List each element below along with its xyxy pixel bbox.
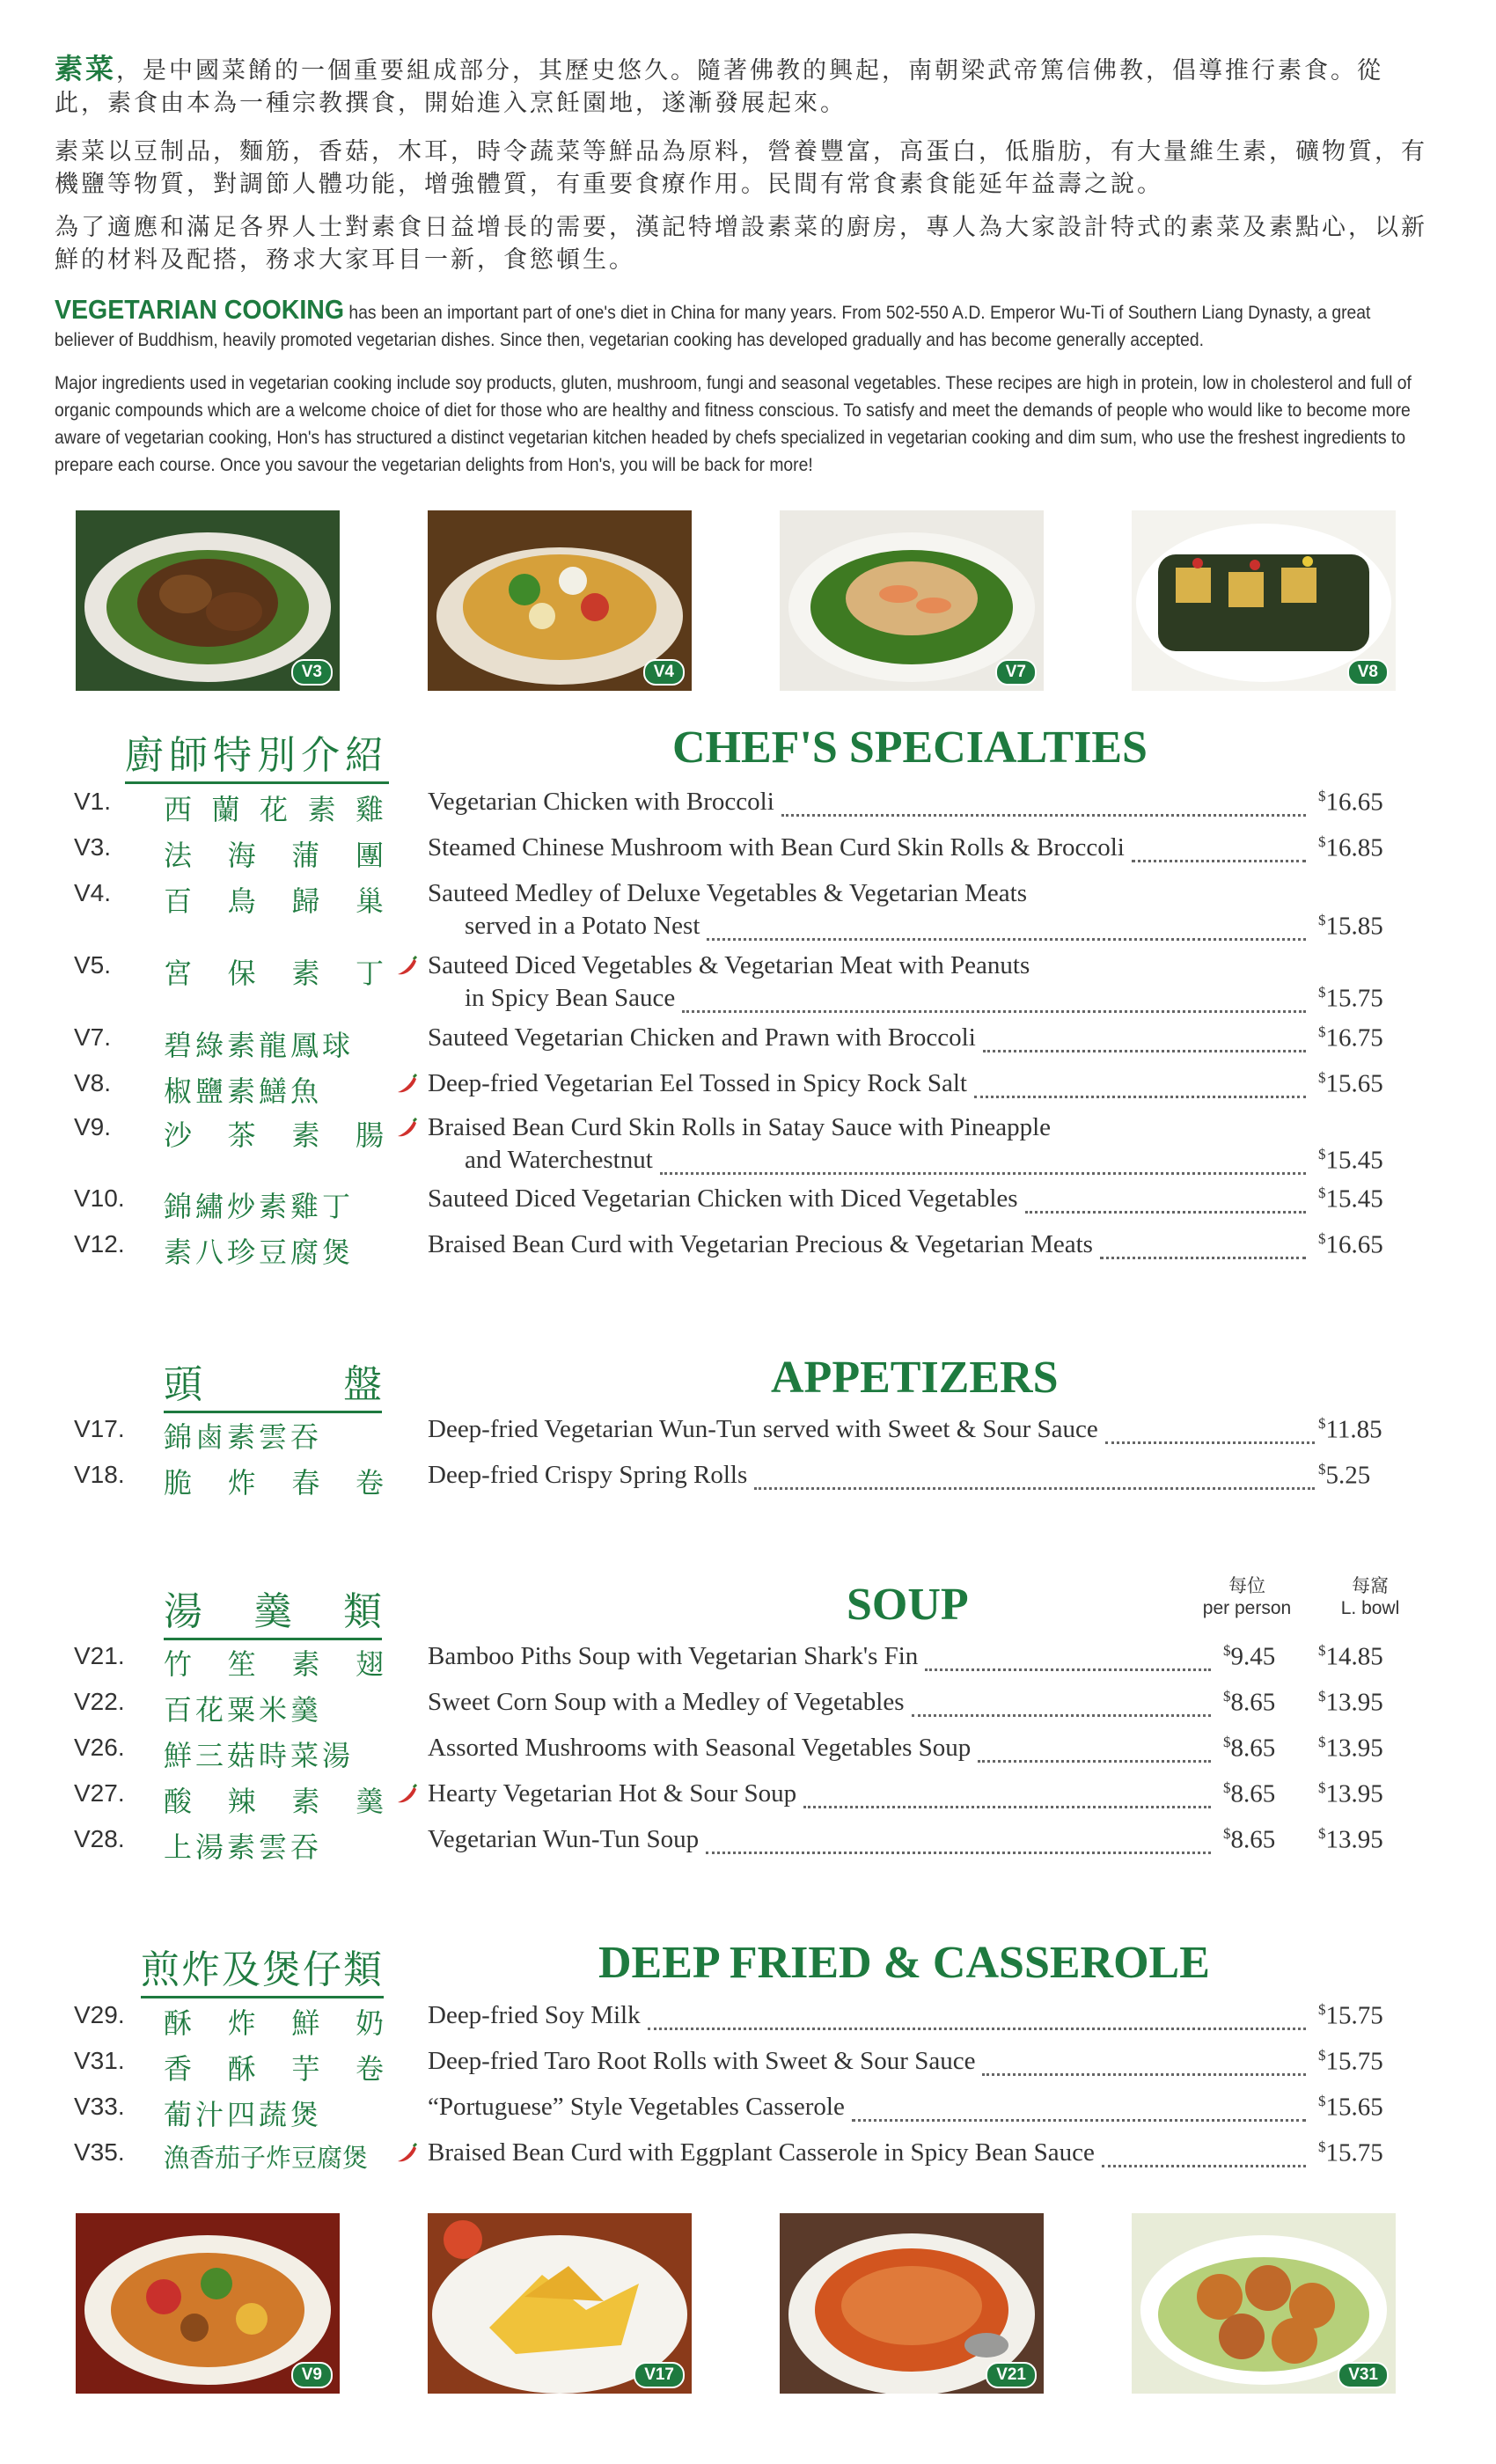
item-name-zh <box>164 788 384 828</box>
item-name-zh-char: 炸 <box>227 2006 256 2040</box>
currency-symbol: $ <box>1318 1825 1326 1842</box>
photo-tag: V31 <box>1338 2362 1389 2388</box>
leader-dots <box>682 1010 1306 1013</box>
item-name-zh-char: 西 <box>164 793 193 826</box>
menu-item-v21 <box>0 1642 1496 1686</box>
item-price-value: 8.65 <box>1230 1688 1276 1717</box>
section-chef-zh: 廚師特別介紹 <box>125 723 389 784</box>
currency-symbol: $ <box>1318 1461 1326 1478</box>
soup-col-per-person-zh: 每位 <box>1228 1576 1265 1596</box>
section-app-zh <box>164 1353 382 1413</box>
item-code: V7. <box>74 1023 112 1051</box>
item-code: V12. <box>74 1230 125 1258</box>
item-name-en-line-2: and Waterchestnut <box>465 1146 653 1174</box>
item-code: V1. <box>74 788 112 815</box>
item-price-value: 16.85 <box>1325 833 1383 862</box>
item-name-zh-char: 沙 <box>164 1118 193 1152</box>
dish-photo-v9 <box>76 2213 340 2394</box>
photo-row-top <box>0 510 1496 691</box>
item-name-en: Bamboo Piths Soup with Vegetarian Shark's Fin <box>428 1642 919 1670</box>
item-name-zh-char: 竹 <box>164 1647 193 1681</box>
intro-zh-paragraph-3: 為了適應和滿足各界人士對素食日益增長的需要，漢記特增設素菜的廚房，專人為大家設計特式的素菜及素點心，以新鮮的材料及配搭，務求大家耳目一新，食慾頓生。 <box>55 214 1427 274</box>
soup-col-bowl-en: L. bowl <box>1340 1598 1400 1618</box>
item-name-zh-char: 歸 <box>291 884 320 918</box>
item-name-en: Sweet Corn Soup with a Medley of Vegetables <box>428 1688 905 1716</box>
item-price-bowl <box>1318 1642 1383 1672</box>
item-price-bowl <box>1318 1734 1383 1764</box>
currency-symbol: $ <box>1223 1825 1231 1842</box>
item-name-zh: 錦繡炒素雞丁 <box>164 1190 355 1223</box>
item-name-zh <box>164 1113 384 1154</box>
item-name-zh-char: 酥 <box>227 2052 256 2086</box>
item-name-zh-char: 鮮 <box>291 2006 320 2040</box>
photo-tag: V9 <box>291 2362 333 2388</box>
item-price <box>1318 788 1383 818</box>
currency-symbol: $ <box>1318 1230 1326 1247</box>
item-name-zh-char: 素 <box>291 957 320 990</box>
item-name-en: Hearty Vegetarian Hot & Sour Soup <box>428 1779 797 1808</box>
item-name-zh-char: 春 <box>291 1466 320 1500</box>
photo-row-bottom <box>0 2213 1496 2394</box>
dish-photo-v31 <box>1132 2213 1396 2394</box>
photo-tag: V4 <box>643 659 685 686</box>
item-code: V26. <box>74 1734 125 1761</box>
currency-symbol: $ <box>1318 1734 1326 1750</box>
currency-symbol: $ <box>1318 1415 1326 1432</box>
item-name-zh-char: 保 <box>227 957 256 990</box>
currency-symbol: $ <box>1223 1642 1231 1659</box>
item-name-zh-char: 宮 <box>164 957 193 990</box>
dish-photo-v3 <box>76 510 340 691</box>
leader-dots <box>983 1050 1306 1052</box>
item-name-en: Deep-fried Crispy Spring Rolls <box>428 1461 748 1489</box>
item-price <box>1318 1146 1383 1176</box>
item-price <box>1223 1779 1275 1809</box>
currency-symbol: $ <box>1223 1779 1231 1796</box>
item-name-en-line-2: in Spicy Bean Sauce <box>465 984 676 1012</box>
soup-col-bowl-zh: 每窩 <box>1352 1576 1389 1596</box>
item-name-zh-char: 翅 <box>355 1647 384 1681</box>
leader-dots <box>1100 1257 1306 1259</box>
chili-pepper-icon <box>394 2142 419 2171</box>
leader-dots <box>1025 1211 1306 1214</box>
intro-en-paragraph-1 <box>55 296 1423 354</box>
currency-symbol: $ <box>1318 1146 1326 1162</box>
item-code: V5. <box>74 951 112 979</box>
item-price-value: 5.25 <box>1325 1461 1371 1490</box>
item-name-zh-char: 法 <box>164 839 193 872</box>
item-name-zh-char: 卷 <box>355 1466 384 1500</box>
item-price-value: 15.75 <box>1325 2047 1383 2076</box>
leader-dots <box>648 2028 1306 2030</box>
currency-symbol: $ <box>1318 788 1326 804</box>
dish-photo-v17 <box>428 2213 692 2394</box>
item-name-en: Braised Bean Curd Skin Rolls in Satay Sauce with Pineapple <box>428 1113 1051 1141</box>
item-name-en: Sauteed Medley of Deluxe Vegetables & Vegetarian Meats <box>428 879 1028 907</box>
section-soup-zh-char-1: 湯 <box>164 1589 202 1634</box>
item-price <box>1223 1642 1275 1672</box>
currency-symbol: $ <box>1318 1069 1326 1086</box>
menu-item-v7 <box>0 1023 1496 1067</box>
item-price <box>1318 912 1383 942</box>
intro-zh-key: 素菜 <box>55 52 117 85</box>
section-soup-en: SOUP <box>847 1580 969 1630</box>
item-code: V35. <box>74 2138 125 2166</box>
currency-symbol: $ <box>1318 1779 1326 1796</box>
leader-dots <box>803 1806 1211 1808</box>
photo-tag: V8 <box>1347 659 1389 686</box>
item-code: V29. <box>74 2001 125 2028</box>
item-price-value: 8.65 <box>1230 1779 1276 1808</box>
menu-item-v12 <box>0 1230 1496 1274</box>
section-app-en: APPETIZERS <box>771 1353 1059 1403</box>
photo-tag: V21 <box>986 2362 1037 2388</box>
leader-dots <box>974 1096 1306 1098</box>
leader-dots <box>706 1852 1211 1854</box>
item-name-zh-char: 酸 <box>164 1785 193 1818</box>
intro-en-text-1: has been an important part of one's diet in China for many years. From 502-550 A.D. Emperor Wu-Ti of Southern Liang Dynasty, a great believer of Buddhism, heavily promoted vegetarian dishes. Since then, vegetarian cooking has developed gradually and has become generally accepted. <box>55 303 1371 350</box>
item-name-zh: 椒鹽素鱔魚 <box>164 1074 323 1108</box>
item-price-bowl-value: 13.95 <box>1325 1688 1383 1717</box>
item-price <box>1318 1415 1382 1445</box>
item-name-zh-char: 香 <box>164 2052 193 2086</box>
item-price-bowl <box>1318 1688 1383 1718</box>
item-code: V22. <box>74 1688 125 1715</box>
item-name-zh-char: 素 <box>291 1118 320 1152</box>
currency-symbol: $ <box>1318 1642 1326 1659</box>
item-price-bowl <box>1318 1825 1383 1855</box>
menu-item-v31 <box>0 2047 1496 2091</box>
item-name-zh: 葡汁四蔬煲 <box>164 2098 323 2131</box>
leader-dots <box>754 1487 1315 1490</box>
soup-col-bowl <box>1322 1575 1419 1619</box>
item-price-bowl-value: 13.95 <box>1325 1734 1383 1763</box>
item-price-value: 15.85 <box>1325 912 1383 941</box>
item-name-zh-char: 卷 <box>355 2052 384 2086</box>
item-name-zh-char: 雞 <box>355 793 384 826</box>
item-name-zh-char: 素 <box>291 1647 320 1681</box>
item-name-en: Deep-fried Vegetarian Wun-Tun served with Sweet & Sour Sauce <box>428 1415 1098 1443</box>
currency-symbol: $ <box>1318 2047 1326 2064</box>
menu-item-v8 <box>0 1069 1496 1113</box>
item-name-zh <box>164 1461 384 1501</box>
item-name-en-line-2: served in a Potato Nest <box>465 912 700 940</box>
item-price-value: 8.65 <box>1230 1825 1276 1854</box>
menu-item-v27 <box>0 1779 1496 1823</box>
item-price <box>1318 1230 1383 1260</box>
item-price <box>1318 2001 1383 2031</box>
currency-symbol: $ <box>1318 2001 1326 2018</box>
dish-photo-v4 <box>428 510 692 691</box>
item-price <box>1318 1069 1383 1099</box>
menu-item-v18 <box>0 1461 1496 1505</box>
currency-symbol: $ <box>1318 984 1326 1001</box>
chili-pepper-icon <box>394 955 419 984</box>
item-name-zh: 漁香茄子炸豆腐煲 <box>164 2143 369 2173</box>
leader-dots <box>1132 860 1306 862</box>
menu-item-v10 <box>0 1184 1496 1228</box>
item-name-zh-char: 脆 <box>164 1466 193 1500</box>
item-price-bowl-value: 13.95 <box>1325 1825 1383 1854</box>
item-code: V18. <box>74 1461 125 1488</box>
item-name-en: Vegetarian Chicken with Broccoli <box>428 788 774 816</box>
item-name-zh: 鮮三菇時菜湯 <box>164 1739 355 1772</box>
item-price <box>1318 984 1383 1014</box>
item-name-en: Sauteed Diced Vegetarian Chicken with Diced Vegetables <box>428 1184 1018 1213</box>
item-name-zh <box>164 1779 384 1820</box>
leader-dots <box>707 938 1306 941</box>
menu-item-v17 <box>0 1415 1496 1459</box>
item-name-zh-char: 笙 <box>227 1647 256 1681</box>
section-app-zh-char-2: 盤 <box>343 1362 382 1407</box>
item-name-en: Sauteed Vegetarian Chicken and Prawn with Broccoli <box>428 1023 976 1052</box>
item-name-zh-char: 炸 <box>227 1466 256 1500</box>
item-price <box>1318 2047 1383 2077</box>
photo-tag: V3 <box>291 659 333 686</box>
item-name-zh-char: 蒲 <box>291 839 320 872</box>
item-name-en: Steamed Chinese Mushroom with Bean Curd Skin Rolls & Broccoli <box>428 833 1125 862</box>
item-name-en: Braised Bean Curd with Eggplant Casserole in Spicy Bean Sauce <box>428 2138 1095 2167</box>
item-price-value: 15.45 <box>1325 1184 1383 1214</box>
item-name-en: Deep-fried Vegetarian Eel Tossed in Spicy Rock Salt <box>428 1069 967 1097</box>
chili-pepper-icon <box>394 1073 419 1102</box>
soup-col-per-person <box>1190 1575 1304 1619</box>
item-name-en: Braised Bean Curd with Vegetarian Precious & Vegetarian Meats <box>428 1230 1093 1258</box>
menu-item-v22 <box>0 1688 1496 1732</box>
item-price-value: 15.65 <box>1325 1069 1383 1098</box>
item-code: V10. <box>74 1184 125 1212</box>
item-name-en: “Portuguese” Style Vegetables Casserole <box>428 2093 845 2121</box>
item-name-zh-char: 鳥 <box>227 884 256 918</box>
item-name-zh-char: 素 <box>291 1785 320 1818</box>
item-name-zh-char: 百 <box>164 884 193 918</box>
item-code: V28. <box>74 1825 125 1852</box>
item-name-en: Vegetarian Wun-Tun Soup <box>428 1825 700 1853</box>
item-price-bowl-value: 14.85 <box>1325 1642 1383 1671</box>
item-name-zh <box>164 833 384 874</box>
photo-tag: V7 <box>995 659 1037 686</box>
item-name-zh-char: 腸 <box>355 1118 384 1152</box>
leader-dots <box>1102 2165 1306 2167</box>
item-price <box>1318 1461 1370 1491</box>
item-code: V21. <box>74 1642 125 1669</box>
intro-zh-text-1: ，是中國菜餚的一個重要組成部分，其歷史悠久。隨著佛教的興起，南朝梁武帝篤信佛教，倡導推行素食。從此，素食由本為一種宗教撰食，開始進入烹飪園地，遂漸發展起來。 <box>55 57 1384 117</box>
item-price-value: 16.75 <box>1325 1023 1383 1052</box>
item-code: V9. <box>74 1113 112 1140</box>
menu-item-v3 <box>0 833 1496 877</box>
menu-item-v4 <box>0 879 1496 941</box>
menu-item-v35 <box>0 2138 1496 2182</box>
leader-dots <box>912 1714 1211 1717</box>
leader-dots <box>852 2119 1306 2122</box>
item-name-zh-char: 茶 <box>227 1118 256 1152</box>
dish-photo-v7 <box>780 510 1044 691</box>
item-price-value: 15.75 <box>1325 2001 1383 2030</box>
item-price <box>1318 1184 1383 1214</box>
chili-pepper-icon <box>394 1783 419 1812</box>
currency-symbol: $ <box>1318 2138 1326 2155</box>
item-price-value: 8.65 <box>1230 1734 1276 1763</box>
intro-zh-paragraph-2: 素菜以豆制品，麵筋，香菇，木耳，時令蔬菜等鮮品為原料，營養豐富，高蛋白，低脂肪，有大量維生素，礦物質，有機鹽等物質，對調節人體功能，增強體質，有重要食療作用。民間有常食素食能延年益壽之說。 <box>55 138 1427 198</box>
item-name-zh: 百花粟米羹 <box>164 1693 323 1727</box>
section-chef-en: CHEF'S SPECIALTIES <box>672 722 1148 773</box>
menu-item-v5 <box>0 951 1496 1013</box>
dish-photo-v21 <box>780 2213 1044 2394</box>
item-code: V8. <box>74 1069 112 1096</box>
currency-symbol: $ <box>1318 2093 1326 2109</box>
item-name-zh-char: 巢 <box>355 884 384 918</box>
item-price-value: 16.65 <box>1325 788 1383 817</box>
item-name-zh-char: 團 <box>355 839 384 872</box>
section-soup-zh-char-3: 類 <box>343 1589 382 1634</box>
item-name-zh: 素八珍豆腐煲 <box>164 1236 355 1269</box>
item-price <box>1318 2138 1383 2168</box>
item-name-zh-char: 酥 <box>164 2006 193 2040</box>
menu-item-v29 <box>0 2001 1496 2045</box>
currency-symbol: $ <box>1318 1688 1326 1705</box>
item-price <box>1223 1825 1275 1855</box>
item-name-zh: 錦鹵素雲吞 <box>164 1420 323 1454</box>
item-price-value: 15.75 <box>1325 984 1383 1013</box>
item-name-zh-char: 奶 <box>355 2006 384 2040</box>
item-code: V17. <box>74 1415 125 1442</box>
currency-symbol: $ <box>1318 833 1326 850</box>
intro-en-paragraph-2: Major ingredients used in vegetarian cooking include soy products, gluten, mushroom, fungi and seasonal vegetables. These recipes are high in protein, low in cholesterol and full of organic compounds which are a welcome choice of diet for those who are healthy and fitness conscious. To satisfy and meet the demands of people who would like to become more aware of vegetarian cooking, Hon's has structured a distinct vegetarian kitchen headed by chefs specialized in vegetarian cooking and dim sum, who use the freshest ingredients to prepare each course. Once you savour the vegetarian delights from Hon's, you will be back for more! <box>55 373 1412 475</box>
photo-tag: V17 <box>634 2362 685 2388</box>
leader-dots <box>781 814 1306 817</box>
currency-symbol: $ <box>1318 1023 1326 1040</box>
currency-symbol: $ <box>1318 1184 1326 1201</box>
item-code: V33. <box>74 2093 125 2120</box>
item-name-zh-char: 花 <box>259 793 288 826</box>
item-name-en: Deep-fried Soy Milk <box>428 2001 641 2029</box>
item-price-bowl-value: 13.95 <box>1325 1779 1383 1808</box>
item-price-value: 15.45 <box>1325 1146 1383 1175</box>
leader-dots <box>925 1668 1211 1671</box>
item-name-zh-char: 丁 <box>355 957 384 990</box>
item-name-en: Sauteed Diced Vegetables & Vegetarian Meat with Peanuts <box>428 951 1030 979</box>
currency-symbol: $ <box>1318 912 1326 928</box>
item-name-zh-char: 素 <box>307 793 336 826</box>
section-soup-zh-char-2: 羹 <box>253 1589 292 1634</box>
item-price-value: 11.85 <box>1325 1415 1382 1444</box>
item-price <box>1223 1734 1275 1764</box>
section-soup-zh <box>164 1580 382 1640</box>
soup-col-per-person-en: per person <box>1202 1598 1292 1618</box>
section-fried-zh: 煎炸及煲仔類 <box>141 1938 384 1998</box>
item-price-value: 15.75 <box>1325 2138 1383 2167</box>
currency-symbol: $ <box>1223 1688 1231 1705</box>
item-name-zh <box>164 1642 384 1683</box>
item-name-zh-char: 芋 <box>291 2052 320 2086</box>
leader-dots <box>660 1172 1306 1175</box>
item-name-en: Deep-fried Taro Root Rolls with Sweet & Sour Sauce <box>428 2047 976 2075</box>
menu-item-v26 <box>0 1734 1496 1778</box>
menu-item-v9 <box>0 1113 1496 1175</box>
item-code: V4. <box>74 879 112 906</box>
item-price <box>1318 1023 1383 1053</box>
menu-item-v33 <box>0 2093 1496 2137</box>
dish-photo-v8 <box>1132 510 1396 691</box>
item-price <box>1223 1688 1275 1718</box>
intro-zh-paragraph-1 <box>55 53 1427 120</box>
item-name-zh: 碧綠素龍鳳球 <box>164 1029 355 1062</box>
menu-item-v28 <box>0 1825 1496 1869</box>
item-price-value: 16.65 <box>1325 1230 1383 1259</box>
item-price <box>1318 833 1383 863</box>
item-price <box>1318 2093 1383 2123</box>
item-code: V31. <box>74 2047 125 2074</box>
item-name-zh <box>164 951 384 992</box>
item-name-en: Assorted Mushrooms with Seasonal Vegetables Soup <box>428 1734 972 1762</box>
item-price-value: 15.65 <box>1325 2093 1383 2122</box>
item-price-bowl <box>1318 1779 1383 1809</box>
item-name-zh-char: 蘭 <box>211 793 240 826</box>
item-name-zh <box>164 2001 384 2042</box>
chili-pepper-icon <box>394 1117 419 1146</box>
item-code: V3. <box>74 833 112 861</box>
section-app-zh-char-1: 頭 <box>164 1362 202 1407</box>
section-fried-en: DEEP FRIED & CASSEROLE <box>598 1938 1210 1988</box>
leader-dots <box>982 2073 1306 2076</box>
item-name-zh-char: 海 <box>227 839 256 872</box>
item-price-value: 9.45 <box>1230 1642 1276 1671</box>
menu-item-v1 <box>0 788 1496 832</box>
intro-en-key: VEGETARIAN COOKING <box>55 294 345 325</box>
leader-dots <box>978 1760 1211 1763</box>
item-name-zh-char: 辣 <box>227 1785 256 1818</box>
item-name-zh <box>164 2047 384 2087</box>
item-name-zh: 上湯素雲吞 <box>164 1830 323 1864</box>
item-code: V27. <box>74 1779 125 1807</box>
currency-symbol: $ <box>1223 1734 1231 1750</box>
item-name-zh <box>164 879 384 920</box>
leader-dots <box>1105 1441 1315 1444</box>
item-name-zh-char: 羹 <box>355 1785 384 1818</box>
